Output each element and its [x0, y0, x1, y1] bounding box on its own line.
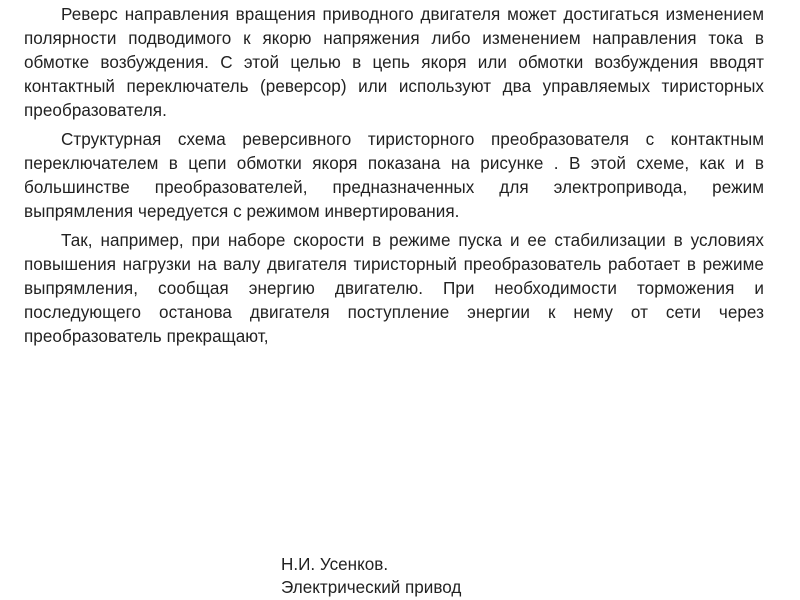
paragraph-reverse-intro: Реверс направления вращения приводного двигателя может достигаться изменением полярности подводимого к якорю напряжения либо изменением направления тока в обмотке возбуждения. С этой целью в цепь якоря или обмотки возбуждения вводят контактный переключатель (реверсор) или используют два управляемых тиристорных преобразователя.	[24, 5, 764, 120]
paragraph-structural-scheme: Структурная схема реверсивного тиристорного преобразователя с контактным переключателем в цепи обмотки якоря показана на рисунке . В этой схеме, как и в большинстве преобразователей, предназначенных для электропривода, режим выпрямления чередуется с режимом инвертирования.	[24, 130, 764, 221]
footer-book-title: Электрический привод	[281, 578, 462, 597]
body-text	[24, 3, 764, 354]
footer-citation	[281, 553, 601, 599]
footer-author: Н.И. Усенков.	[281, 555, 389, 574]
paragraph-start-mode: Так, например, при наборе скорости в режиме пуска и ее стабилизации в условиях повышения нагрузки на валу двигателя тиристорный преобразователь работает в режиме выпрямления, сообщая энергию двигателю. При необходимости торможения и последующего останова двигателя поступление энергии к нему от сети через преобразователь прекращают,	[24, 231, 764, 346]
